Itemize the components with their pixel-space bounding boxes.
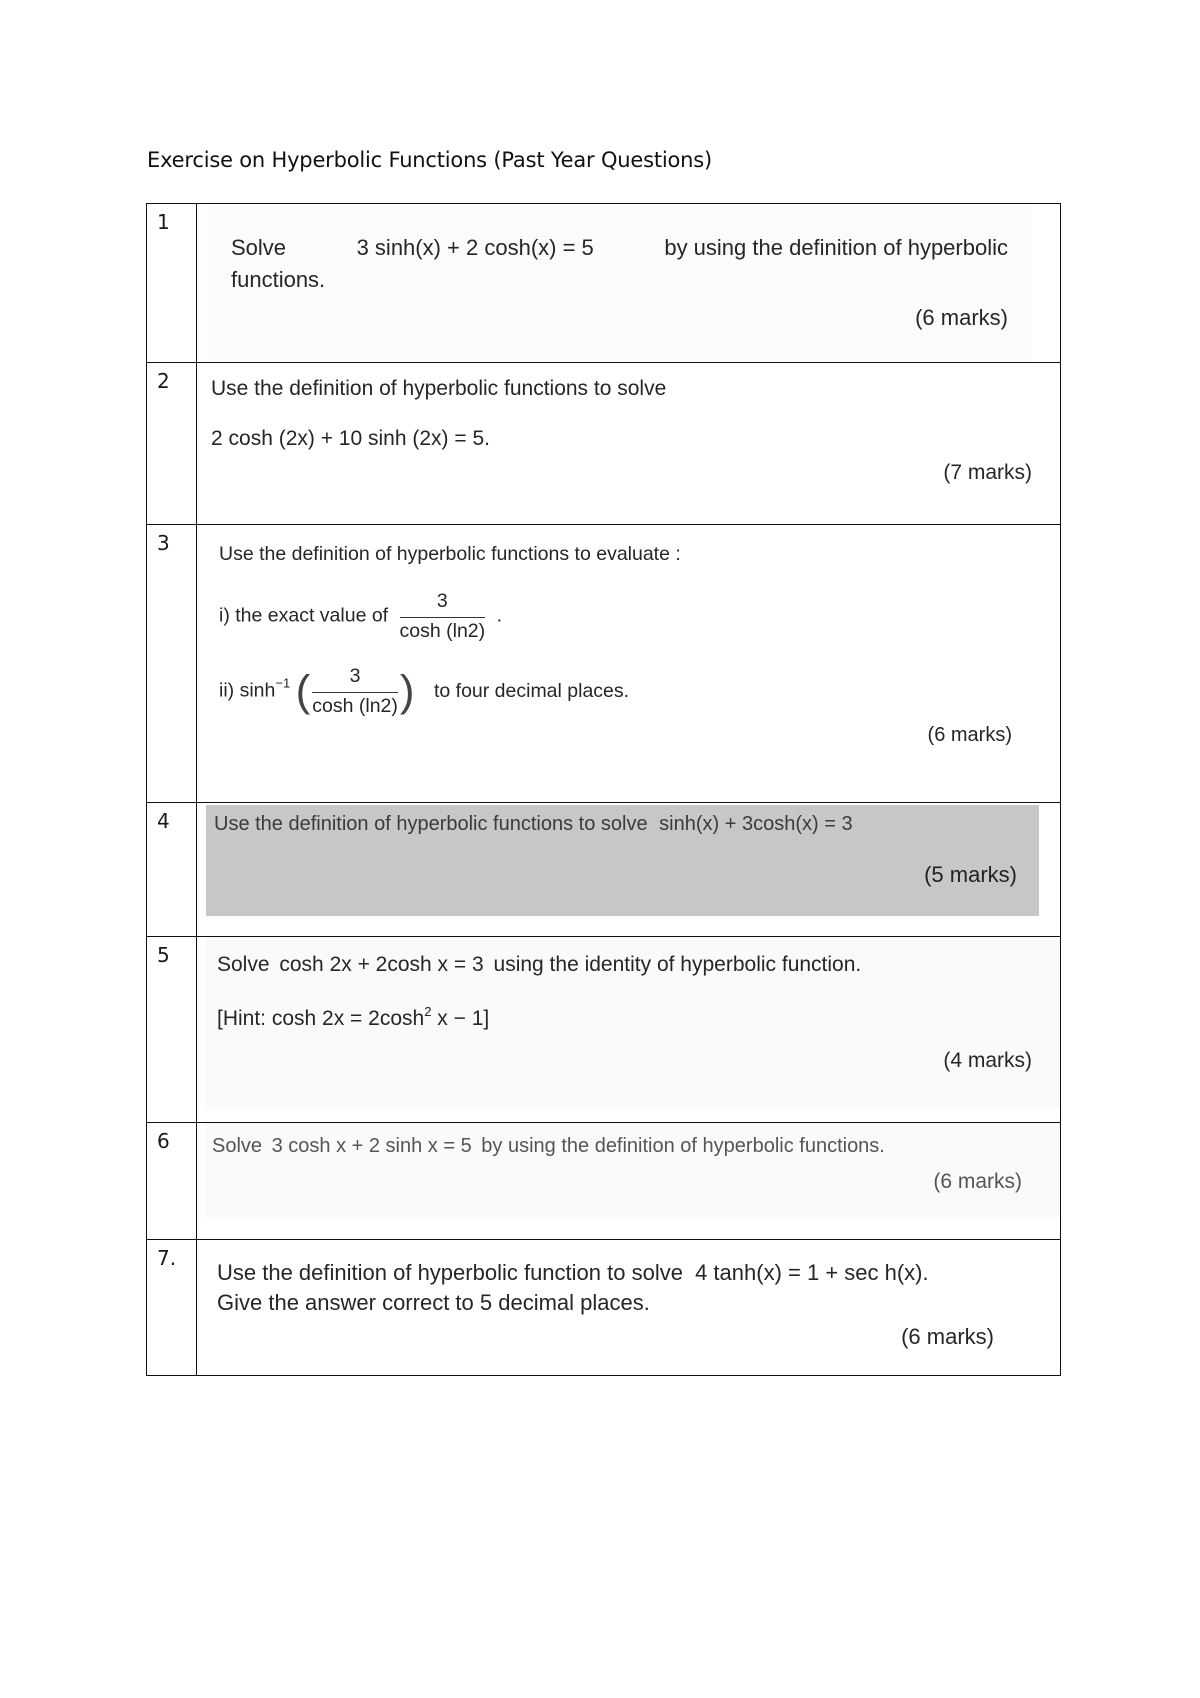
question-content xyxy=(197,1123,1061,1240)
fraction xyxy=(400,590,486,643)
fraction-denominator: cosh (ln2) xyxy=(312,695,398,717)
question-equation: cosh 2x + 2cosh x = 3 xyxy=(279,953,484,976)
part-label: ii) sinh xyxy=(219,679,276,702)
question-panel xyxy=(207,1240,1002,1350)
question-text: Use the definition of hyperbolic function to solve xyxy=(217,1260,683,1285)
marks-label: (7 marks) xyxy=(943,461,1032,484)
right-paren: ) xyxy=(399,666,415,716)
question-row xyxy=(147,525,1061,803)
question-part-i xyxy=(219,590,1012,643)
question-equation: 2 cosh (2x) + 10 sinh (2x) = 5. xyxy=(211,427,490,450)
question-text: using the identity of hyperbolic function. xyxy=(493,953,862,976)
question-text: functions. xyxy=(231,267,326,292)
question-line xyxy=(212,1135,1022,1158)
marks-label: (5 marks) xyxy=(924,862,1017,887)
question-content xyxy=(197,937,1061,1123)
marks-label: (4 marks) xyxy=(943,1049,1032,1072)
question-text: by using the definition of hyperbolic xyxy=(664,235,1008,260)
question-panel xyxy=(207,207,1032,362)
question-row xyxy=(147,363,1061,525)
fraction xyxy=(312,665,398,718)
page-title: Exercise on Hyperbolic Functions (Past Year Questions) xyxy=(147,148,713,172)
question-panel xyxy=(205,1123,1060,1217)
question-content xyxy=(197,1240,1061,1376)
question-text: Use the definition of hyperbolic functions to solve xyxy=(211,377,667,400)
left-paren: ( xyxy=(295,666,311,716)
hint-close: x − 1] xyxy=(431,1007,490,1030)
question-text: to four decimal places. xyxy=(433,679,630,702)
question-panel xyxy=(205,937,1060,1109)
question-text: Use the definition of hyperbolic functions to solve xyxy=(214,813,648,835)
question-number: 4 xyxy=(147,803,197,937)
question-equation: 3 sinh(x) + 2 cosh(x) = 5 xyxy=(356,235,594,260)
question-equation: 4 tanh(x) = 1 + sec h(x). xyxy=(695,1260,929,1285)
question-row xyxy=(147,803,1061,937)
question-line xyxy=(217,953,1032,977)
question-number: 2 xyxy=(147,363,197,525)
question-text: Solve xyxy=(231,235,287,260)
exponent: 2 xyxy=(424,1004,432,1019)
question-line xyxy=(217,1260,994,1286)
questions-table xyxy=(146,203,1061,1376)
question-equation: sinh(x) + 3cosh(x) = 3 xyxy=(659,813,853,835)
part-end: . xyxy=(496,604,502,627)
marks-label: (6 marks) xyxy=(901,1324,994,1349)
question-content xyxy=(197,525,1061,803)
hint-text xyxy=(217,1004,1032,1031)
question-number: 7. xyxy=(147,1240,197,1376)
exponent: −1 xyxy=(275,675,291,691)
question-line xyxy=(231,235,1008,261)
question-text: Solve xyxy=(212,1135,263,1157)
question-number: 3 xyxy=(147,525,197,803)
question-panel xyxy=(197,363,1060,485)
question-line xyxy=(214,813,1017,836)
marks-label: (6 marks) xyxy=(933,1170,1022,1193)
question-text: Solve xyxy=(217,953,270,976)
part-label: i) the exact value of xyxy=(219,604,389,627)
question-part-ii xyxy=(219,665,1012,718)
marks-label: (6 marks) xyxy=(915,305,1008,330)
fraction-denominator: cosh (ln2) xyxy=(399,620,486,642)
question-text: by using the definition of hyperbolic functions. xyxy=(481,1135,885,1157)
question-content xyxy=(197,363,1061,525)
question-text: Give the answer correct to 5 decimal places. xyxy=(217,1290,650,1315)
question-row xyxy=(147,937,1061,1123)
question-content xyxy=(197,204,1061,363)
question-row xyxy=(147,1123,1061,1240)
question-content xyxy=(197,803,1061,937)
question-row xyxy=(147,1240,1061,1376)
question-text: Use the definition of hyperbolic functions to evaluate : xyxy=(219,543,681,565)
question-number: 6 xyxy=(147,1123,197,1240)
hint-open: [Hint: cosh 2x = 2cosh xyxy=(217,1007,425,1030)
question-number: 1 xyxy=(147,204,197,363)
fraction-numerator: 3 xyxy=(400,590,486,618)
fraction-numerator: 3 xyxy=(312,665,398,693)
marks-label: (6 marks) xyxy=(927,724,1012,746)
question-row xyxy=(147,204,1061,363)
question-number: 5 xyxy=(147,937,197,1123)
question-panel xyxy=(197,525,1060,747)
question-panel xyxy=(206,805,1039,916)
question-equation: 3 cosh x + 2 sinh x = 5 xyxy=(271,1135,472,1157)
